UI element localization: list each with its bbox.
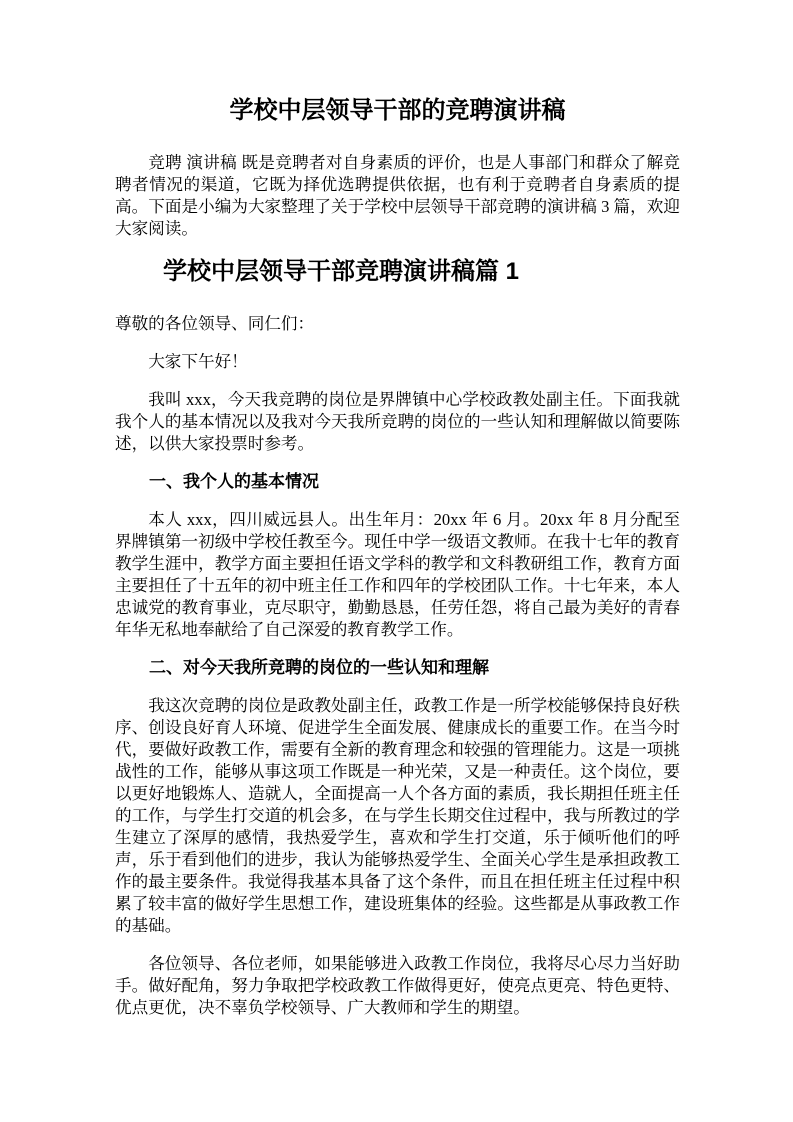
part-2-paragraph: 我这次竞聘的岗位是政教处副主任，政教工作是一所学校能够保持良好秩序、创设良好育人环境、促进学生全面发展、健康成长的重要工作。在当今时代，要做好政教工作，需要有全新的教育理念和较强的管理能力。这是一项挑战性的工作，能够从事这项工作既是一种光荣，又是一种责任。这个岗位，要以更好地锻炼人、造就人，全面提高一人个各方面的素质，我长期担任班主任的工作，与学生打交道的机会多，在与学生长期交住过程中，我与所教过的学生建立了深厚的感情，我热爱学生，喜欢和学生打交道，乐于倾听他们的呼声，乐于看到他们的进步，我认为能够热爱学生、全面关心学生是承担政教工作的最主要条件。我觉得我基本具备了这个条件，而且在担任班主任过程中积累了较丰富的做好学生思想工作，建设班集体的经验。这些都是从事政教工作的基础。 (115, 696, 680, 935)
document-title: 学校中层领导干部的竞聘演讲稿 (229, 97, 566, 124)
section-1-heading: 学校中层领导干部竞聘演讲稿篇 1 (163, 258, 520, 285)
intro-paragraph: 竞聘 演讲稿 既是竞聘者对自身素质的评价，也是人事部门和群众了解竞聘者情况的渠道，它既为择优选聘提供依据，也有利于竞聘者自身素质的提高。下面是小编为大家整理了关于学校中层领导干部竞聘的演讲稿 3 篇，欢迎大家阅读。 (115, 153, 680, 238)
part-1-paragraph: 本人 xxx，四川威远县人。出生年月：20xx 年 6 月。20xx 年 8 月分配至界牌镇第一初级中学校任教至今。现任中学一级语文教师。在我十七年的教育教学生涯中，教学方面主要担任语文学科的教学和文科教研组工作，教育方面主要担任了十五年的初中班主任工作和四年的学校团队工作。十七年来，本人忠诚党的教育事业，克尽职守，勤勤恳恳，任劳任怨，将自己最为美好的青春年华无私地奉献给了自己深爱的教育教学工作。 (115, 510, 680, 639)
opening-paragraph: 我叫 xxx，今天我竞聘的岗位是界牌镇中心学校政教处副主任。下面我就我个人的基本情况以及我对今天我所竞聘的岗位的一些认知和理解做以简要陈述，以供大家投票时参考。 (115, 390, 680, 453)
part-1-heading: 一、我个人的基本情况 (149, 472, 319, 491)
closing-paragraph: 各位领导、各位老师，如果能够进入政教工作岗位，我将尽心尽力当好助手。做好配角，努力争取把学校政教工作做得更好，使亮点更亮、特色更特、优点更优，决不辜负学校领导、广大教师和学生的期望。 (115, 954, 680, 1017)
greeting: 大家下午好！ (148, 352, 248, 371)
salutation: 尊敬的各位领导、同仁们： (115, 314, 315, 333)
part-2-heading: 二、对今天我所竞聘的岗位的一些认知和理解 (149, 658, 489, 677)
